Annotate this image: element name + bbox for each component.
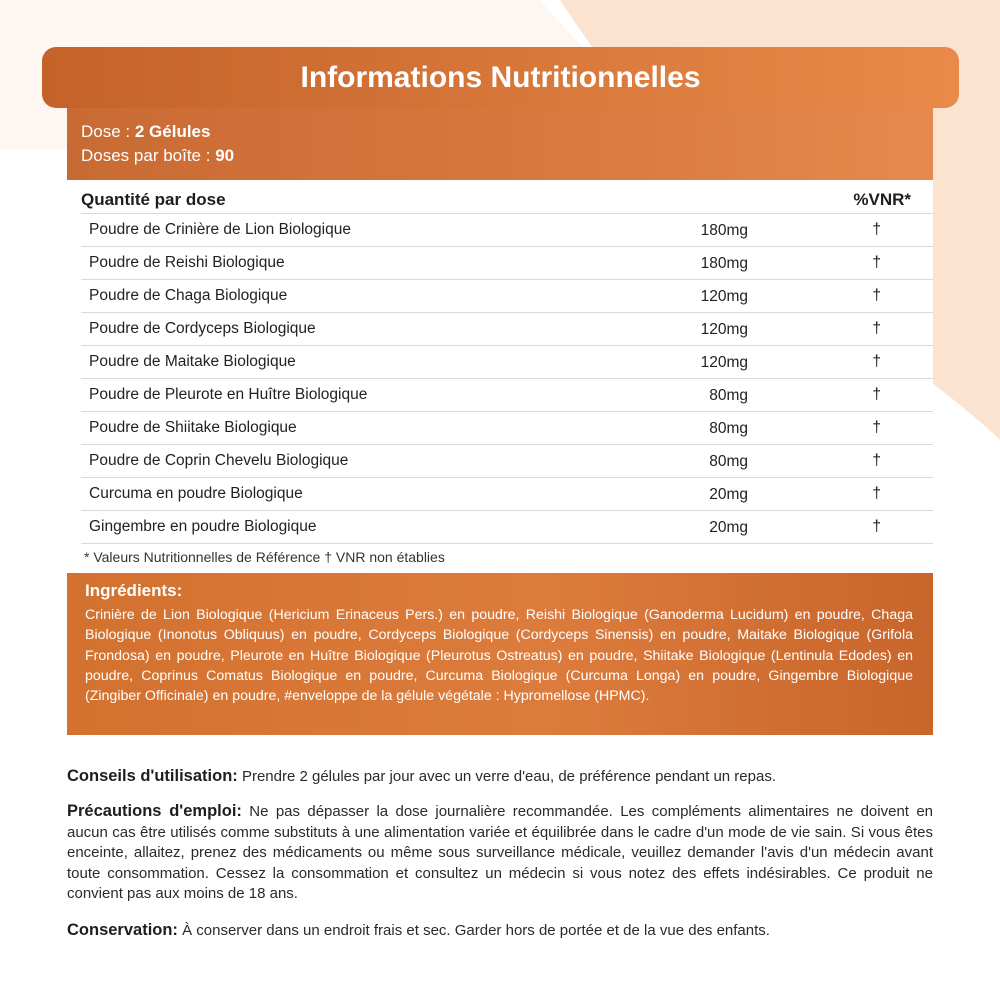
usage-section	[67, 766, 933, 788]
row-name: Gingembre en poudre Biologique	[89, 518, 317, 535]
row-name: Poudre de Maitake Biologique	[89, 353, 296, 370]
nutrition-table	[67, 180, 933, 572]
row-amount: 20mg	[709, 519, 748, 536]
table-row	[81, 477, 933, 510]
dose-info	[67, 108, 933, 180]
usage-label: Conseils d'utilisation:	[67, 767, 238, 785]
row-amount: 180mg	[700, 255, 748, 272]
row-name: Poudre de Cordyceps Biologique	[89, 320, 316, 337]
storage-label: Conservation:	[67, 921, 178, 939]
row-vnr: †	[872, 254, 881, 271]
ingredients-text: Crinière de Lion Biologique (Hericium Erinaceus Pers.) en poudre, Reishi Biologique (Ganoderma Lucidum) en poudre, Chaga Biologique (Inonotus Obliquus) en poudre, Cordyceps Biologique (Cordyceps Sinensis) en poudre, Maitake Biologique (Grifola Frondosa) en poudre, Pleurote en Huître Biologique (Pleurotus Ostreatus) en poudre, Shiitake Biologique (Lentinula Edodes) en poudre, Coprinus Comatus Biologique en poudre, Curcuma Biologique (Curcuma Longa) en poudre, Gingembre Biologique (Zingiber Officinale) en poudre, #enveloppe de la gélule végétale : Hypromellose (HPMC).	[85, 607, 913, 705]
per-box-line	[81, 144, 919, 168]
row-name: Poudre de Pleurote en Huître Biologique	[89, 386, 368, 403]
row-amount: 80mg	[709, 387, 748, 404]
row-name: Poudre de Coprin Chevelu Biologique	[89, 452, 349, 469]
row-amount: 120mg	[700, 321, 748, 338]
column-quantity: Quantité par dose	[81, 190, 226, 209]
ingredients-heading: Ingrédients:	[85, 581, 183, 600]
row-vnr: †	[872, 221, 881, 238]
table-row	[81, 444, 933, 477]
per-box-label: Doses par boîte :	[81, 146, 211, 165]
row-vnr: †	[872, 287, 881, 304]
row-vnr: †	[872, 518, 881, 535]
table-row	[81, 246, 933, 279]
row-amount: 20mg	[709, 486, 748, 503]
row-amount: 80mg	[709, 453, 748, 470]
column-vnr: %VNR*	[853, 190, 911, 209]
row-amount: 180mg	[700, 222, 748, 239]
dose-label: Dose :	[81, 122, 131, 141]
row-vnr: †	[872, 452, 881, 469]
table-row	[81, 279, 933, 312]
row-vnr: †	[872, 353, 881, 370]
row-vnr: †	[872, 320, 881, 337]
row-amount: 80mg	[709, 420, 748, 437]
row-name: Poudre de Chaga Biologique	[89, 287, 288, 304]
table-header	[81, 184, 921, 214]
precautions-section	[67, 801, 933, 905]
table-row	[81, 213, 933, 246]
row-name: Poudre de Shiitake Biologique	[89, 419, 297, 436]
page-title: Informations Nutritionnelles	[300, 60, 701, 94]
table-row	[81, 312, 933, 345]
precautions-text: Ne pas dépasser la dose journalière recommandée. Les compléments alimentaires ne doivent en aucun cas être utilisés comme substituts à une alimentation variée et équilibrée dans le cadre d'un mode de vie sain. Si vous êtes enceinte, allaitez, prenez des médicaments ou même sous surveillance médicale, veuillez demander l'avis d'un médecin avant toute consommation. Cessez la consommation et consultez un médecin si vous notez des effets indésirables. Ce produit ne convient pas aux moins de 18 ans.	[67, 803, 934, 902]
row-amount: 120mg	[700, 288, 748, 305]
table-row	[81, 378, 933, 411]
dose-value: 2 Gélules	[134, 122, 211, 141]
table-row	[81, 345, 933, 378]
table-body	[81, 213, 933, 544]
row-vnr: †	[872, 419, 881, 436]
row-name: Curcuma en poudre Biologique	[89, 485, 303, 502]
precautions-label: Précautions d'emploi:	[67, 802, 242, 820]
row-amount: 120mg	[700, 354, 748, 371]
storage-section	[67, 920, 933, 942]
title-banner	[42, 47, 959, 108]
ingredients-panel	[67, 573, 933, 735]
per-box-value: 90	[215, 146, 235, 165]
row-vnr: †	[872, 485, 881, 502]
table-row	[81, 411, 933, 444]
table-footnote: * Valeurs Nutritionnelles de Référence † VNR non établies	[84, 549, 445, 565]
row-name: Poudre de Reishi Biologique	[89, 254, 285, 271]
row-name: Poudre de Crinière de Lion Biologique	[89, 221, 351, 238]
storage-text: À conserver dans un endroit frais et sec. Garder hors de portée et de la vue des enfants.	[182, 922, 770, 939]
table-row	[81, 510, 933, 544]
usage-text: Prendre 2 gélules par jour avec un verre d'eau, de préférence pendant un repas.	[241, 768, 776, 785]
row-vnr: †	[872, 386, 881, 403]
dose-line	[81, 120, 919, 144]
